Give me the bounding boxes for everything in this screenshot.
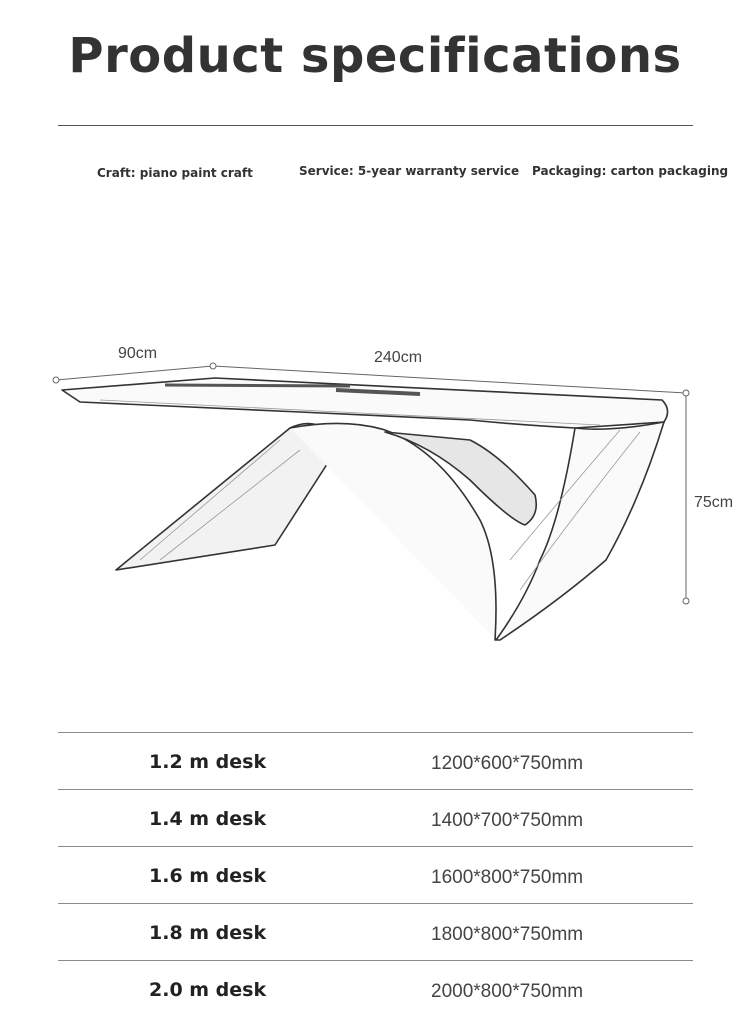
size-dimensions: 1400*700*750mm [431, 810, 584, 831]
dimension-height-label: 75cm [694, 494, 734, 511]
size-name: 2.0 m desk [149, 979, 267, 1001]
spec-packaging: Packaging: carton packaging [532, 164, 729, 178]
spec-craft: Craft: piano paint craft [97, 166, 253, 180]
dimension-length-label: 240cm [374, 349, 423, 366]
table-row [58, 732, 693, 789]
size-name: 1.6 m desk [149, 865, 267, 887]
size-dimensions: 1800*800*750mm [431, 924, 584, 945]
size-dimensions: 1200*600*750mm [431, 753, 584, 774]
table-row [58, 846, 693, 903]
size-dimensions: 2000*800*750mm [431, 981, 584, 1002]
size-name: 1.8 m desk [149, 922, 267, 944]
spec-service: Service: 5-year warranty service [299, 164, 520, 178]
title-divider [58, 125, 693, 126]
desk-illustration [0, 320, 750, 660]
dimension-depth-label: 90cm [118, 345, 158, 362]
table-row [58, 903, 693, 960]
page-title: Product specifications [68, 28, 682, 84]
table-row [58, 789, 693, 846]
table-row [58, 960, 693, 1018]
size-name: 1.4 m desk [149, 808, 267, 830]
desk-shape [62, 378, 668, 640]
size-table [58, 732, 693, 1018]
size-dimensions: 1600*800*750mm [431, 867, 584, 888]
size-name: 1.2 m desk [149, 751, 267, 773]
